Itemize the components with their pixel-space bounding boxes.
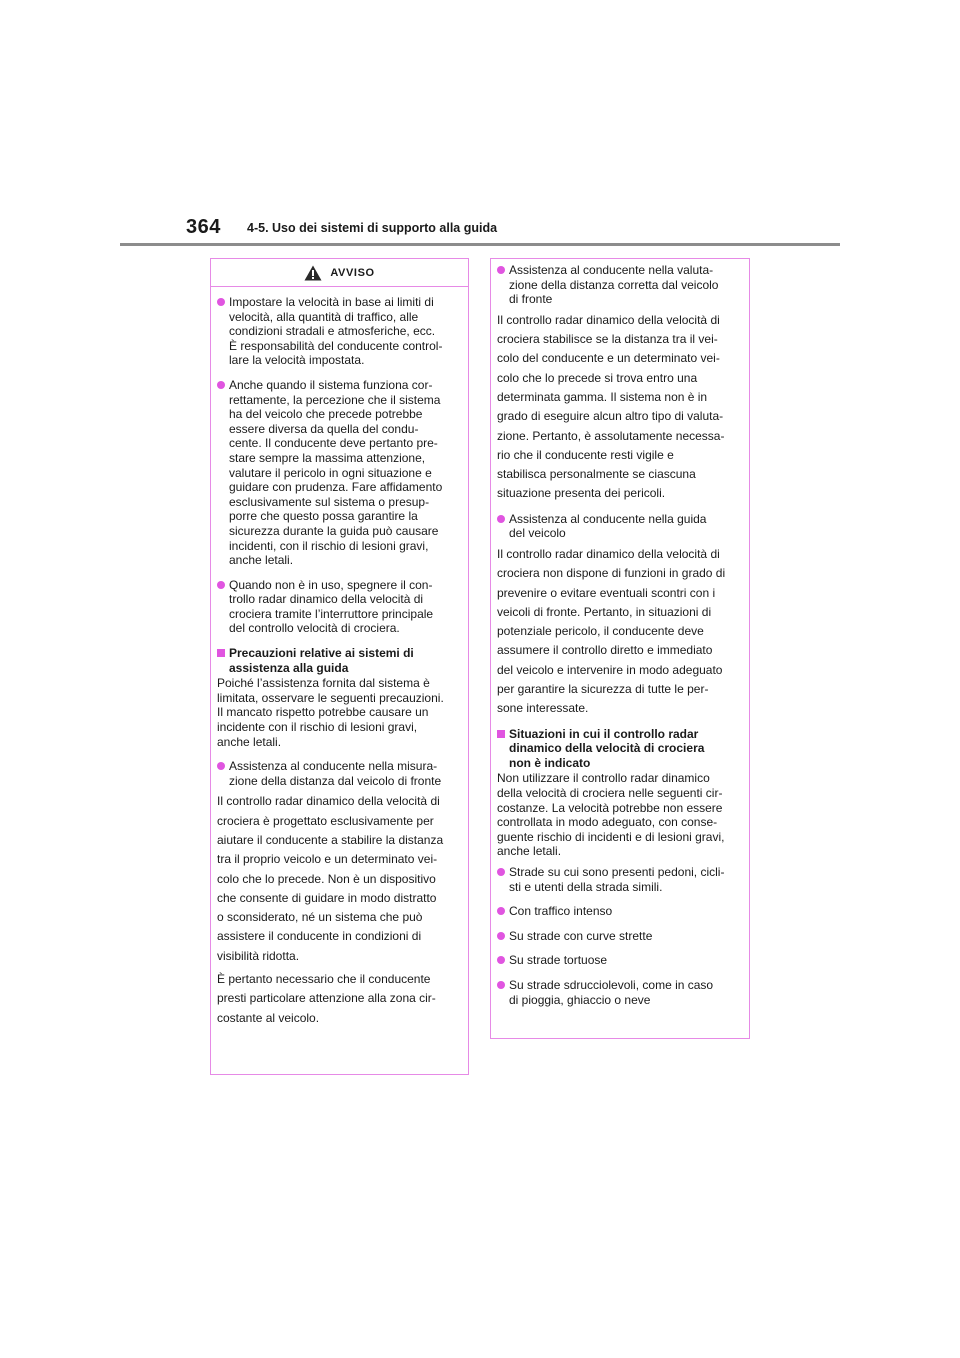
warning-triangle-icon [304, 265, 322, 281]
text-line: Non utilizzare il controllo radar dinamico [497, 771, 710, 786]
text-line: condizioni stradali e atmosferiche, ecc. [229, 324, 436, 339]
text-line: colo che lo precede si trova entro una [497, 370, 698, 385]
text-line: guente rischio di incidenti e di lesioni gravi, [497, 829, 725, 844]
text-box [490, 258, 750, 1039]
text-line: rettamente, la percezione che il sistema [229, 392, 441, 407]
warning-box [210, 258, 469, 1075]
text-line: guidare con prudenza. Fare affidamento [229, 480, 443, 495]
text-line: Su strade tortuose [509, 953, 608, 968]
bullet-item [497, 263, 741, 307]
text-line: Il mancato rispetto potrebbe causare un [217, 705, 429, 720]
text-line: determinata gamma. Il sistema non è in [497, 389, 708, 404]
text-line: Il controllo radar dinamico della velocità di [497, 312, 720, 327]
text-line: colo del conducente e un determinato vei- [497, 351, 720, 366]
bullet-item [497, 929, 741, 944]
text-line: che consente di guidare in modo distratto [217, 890, 437, 905]
bullet-item [497, 978, 741, 1007]
text-line: È pertanto necessario che il conducente [217, 972, 431, 987]
text-line: incidenti, con il rischio di lesioni gravi, [229, 538, 429, 553]
text-line: grado di eseguire alcun altro tipo di valuta- [497, 409, 724, 424]
text-line: essere diversa da quella del condu- [229, 421, 419, 436]
text-line: esclusivamente sul sistema o presup- [229, 494, 430, 509]
text-line: Su strade sdrucciolevoli, come in caso [509, 977, 714, 992]
text-line: controllata in modo adeguato, con conse- [497, 815, 718, 830]
warning-title: AVVISO [330, 266, 375, 279]
text-line: per garantire la sicurezza di tutte le per- [497, 682, 709, 697]
text-line: assistere il conducente in condizioni di [217, 929, 422, 944]
text-line: crociera non dispone di funzioni in grado di [497, 566, 726, 581]
text-line: presti particolare attenzione alla zona cir- [217, 991, 436, 1006]
text-line: trollo radar dinamico della velocità di [229, 592, 424, 607]
text-line: Assistenza al conducente nella guida [509, 511, 707, 526]
bullet-item [217, 759, 460, 788]
text-line: colo che lo precede. Non è un dispositivo [217, 871, 436, 886]
text-line: ha del veicolo che precede potrebbe [229, 407, 423, 422]
paragraph [497, 545, 741, 719]
warning-header [211, 259, 468, 287]
text-line: assistenza alla guida [229, 660, 349, 675]
bullet-item [497, 865, 741, 894]
bullet-item [497, 512, 741, 541]
text-line: cente. Il conducente deve pertanto pre- [229, 436, 438, 451]
text-line: anche letali. [229, 553, 294, 568]
text-line: di fronte [509, 292, 553, 307]
text-line: porre che questo possa garantire la [229, 509, 418, 524]
text-line: anche letali. [497, 844, 562, 859]
text-line: incidente con il rischio di lesioni gravi, [217, 720, 418, 735]
section-heading [497, 727, 741, 771]
text-line: anche letali. [217, 734, 282, 749]
text-line: crociera tramite l’interruttore principale [229, 606, 434, 621]
text-line: visibilità ridotta. [217, 948, 300, 963]
text-line: potenziale pericolo, il conducente deve [497, 624, 704, 639]
text-line: sti e utenti della strada simili. [509, 879, 663, 894]
text-line: sone interessate. [497, 701, 589, 716]
text-line: Il controllo radar dinamico della velocità di [217, 794, 440, 809]
text-line: zione. Pertanto, è assolutamente necessa- [497, 428, 725, 443]
text-line: stabilisca personalmente se ciascuna [497, 467, 696, 482]
text-line: Impostare la velocità in base ai limiti di [229, 295, 434, 309]
section-title: 4-5. Uso dei sistemi di supporto alla guida [247, 221, 498, 235]
text-line: velocità, alla quantità di traffico, alle [229, 309, 419, 324]
text-line: assumere il controllo diretto e immediato [497, 643, 713, 658]
text-line: del veicolo e intervenire in modo adeguato [497, 662, 723, 677]
text-line: della velocità di crociera nelle seguenti cir- [497, 785, 723, 800]
text-line: di pioggia, ghiaccio o neve [509, 992, 651, 1007]
text-line: Il controllo radar dinamico della velocità di [497, 546, 720, 561]
text-line: crociera stabilisce se la distanza tra il vei- [497, 332, 718, 347]
text-line: Situazioni in cui il controllo radar [509, 726, 699, 741]
bullet-item [497, 953, 741, 968]
text-line: costanze. La velocità potrebbe non essere [497, 800, 723, 815]
text-line: Assistenza al conducente nella valuta- [509, 263, 714, 277]
section-heading [217, 646, 460, 675]
text-line: Su strade con curve strette [509, 928, 653, 943]
text-line: zione della distanza dal veicolo di fronte [229, 773, 442, 788]
text-line: crociera è progettato esclusivamente per [217, 813, 434, 828]
text-line: limitata, osservare le seguenti precauzioni. [217, 690, 444, 705]
paragraph [217, 792, 460, 966]
bullet-item [217, 295, 460, 368]
text-line: zione della distanza corretta dal veicolo [509, 277, 719, 292]
text-line: o sconsiderato, né un sistema che può [217, 910, 423, 925]
text-line: stare sempre la massima attenzione, [229, 450, 426, 465]
text-line: Poiché l’assistenza fornita dal sistema è [217, 676, 430, 691]
text-line: rio che il conducente resti vigile e [497, 447, 674, 462]
text-line: Precauzioni relative ai sistemi di [229, 646, 414, 661]
text-line: sicurezza durante la guida può causare [229, 523, 439, 538]
bullet-item [217, 578, 460, 636]
text-line: È responsabilità del conducente control- [229, 338, 443, 353]
text-line: non è indicato [509, 755, 591, 770]
text-line: Quando non è in uso, spegnere il con- [229, 577, 433, 592]
paragraph [217, 676, 460, 749]
text-line: prevenire o evitare eventuali scontri con i [497, 585, 716, 600]
paragraph [497, 771, 741, 859]
bullet-item [497, 904, 741, 919]
text-line: del veicolo [509, 526, 566, 541]
text-line: costante al veicolo. [217, 1010, 320, 1025]
text-line: dinamico della velocità di crociera [509, 741, 705, 756]
text-line: aiutare il conducente a stabilire la distanza [217, 833, 444, 847]
text-line: del controllo velocità di crociera. [229, 621, 400, 636]
paragraph [497, 311, 741, 504]
page-number: 364 [186, 216, 221, 238]
text-line: Strade su cui sono presenti pedoni, cicli- [509, 864, 725, 879]
header-rule [120, 243, 840, 246]
text-line: Assistenza al conducente nella misura- [229, 759, 438, 774]
text-line: valutare il pericolo in ogni situazione e [229, 465, 432, 480]
text-line: veicoli di fronte. Pertanto, in situazioni di [497, 604, 712, 619]
paragraph [217, 970, 460, 1028]
text-line: tra il proprio veicolo e un determinato vei- [217, 852, 438, 867]
text-line: lare la velocità impostata. [229, 353, 365, 368]
bullet-item [217, 378, 460, 568]
text-line: Anche quando il sistema funziona cor- [229, 377, 433, 392]
text-line: Con traffico intenso [509, 904, 613, 919]
text-line: situazione presenta dei pericoli. [497, 486, 666, 501]
